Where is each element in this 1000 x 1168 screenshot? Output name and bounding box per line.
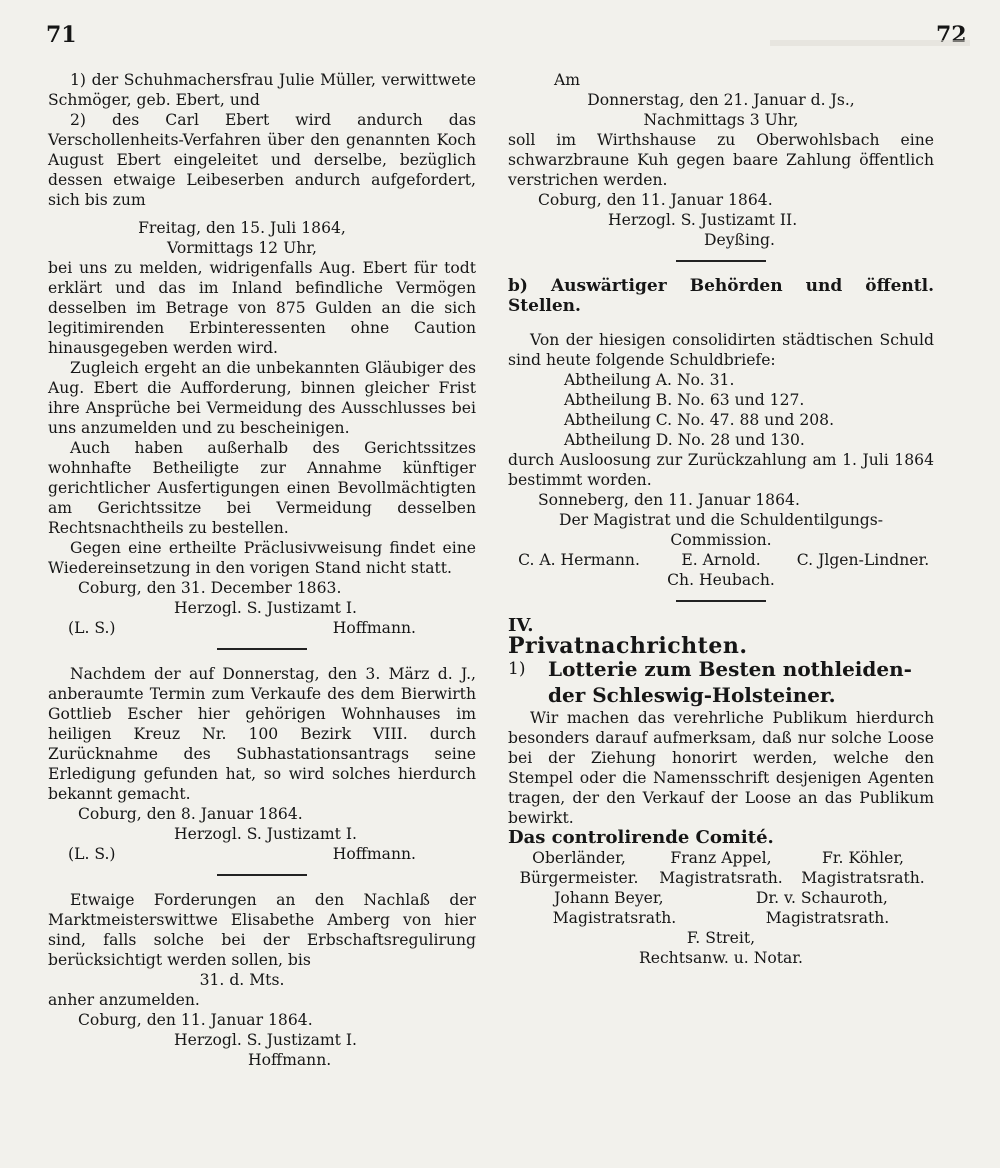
- committee-member: Fr. Köhler,: [821, 849, 905, 867]
- right-column: [508, 70, 934, 968]
- notice-e-paragraph-1: Von der hiesigen consolidirten städtischen Schuld sind heute folgende Schuldbriefe:: [508, 331, 934, 369]
- lottery-title-line-2: der Schleswig-Holsteiner.: [548, 683, 836, 707]
- section-title: Privatnachrichten.: [508, 633, 748, 659]
- notice-e-body-line-2: Commission.: [670, 531, 772, 549]
- committee-role: Magistratsrath.: [801, 869, 925, 887]
- notice-a-seal: (L. S.): [68, 619, 116, 637]
- notice-a-time: Vormittags 12 Uhr,: [167, 239, 317, 257]
- section-number: IV.: [508, 615, 534, 636]
- notice-a-paragraph-2: Zugleich ergeht an die unbekannten Gläubiger des Aug. Ebert die Aufforderung, binnen gleicher Frist ihre Ansprüche bei Vermeidung des Ausschlusses bei uns anzumelden und zu bescheinigen.: [48, 359, 476, 437]
- abtheilung-item: Abtheilung A. No. 31.: [564, 371, 735, 389]
- committee-role: Bürgermeister.: [519, 869, 639, 887]
- committee-member: Dr. v. Schauroth,: [755, 889, 888, 907]
- section-heading-b: b) Auswärtiger Behörden und öffentl. Stellen.: [508, 276, 934, 316]
- lottery-paragraph: Wir machen das verehrliche Publikum hierdurch besonders darauf aufmerksam, daß nur solche Loose bei der Ziehung honorirt werden, welche den Stempel oder die Namensschrift desjenigen Agenten tragen, der den Verkauf der Loose an das Publikum bewirkt.: [508, 709, 934, 827]
- notice-d-intro: Am: [554, 71, 581, 89]
- page-number-left: 71: [46, 22, 77, 48]
- notice-a-date: Freitag, den 15. Juli 1864,: [138, 219, 346, 237]
- notice-c-place-date: Coburg, den 11. Januar 1864.: [78, 1011, 313, 1029]
- notice-c-paragraph-2: anher anzumelden.: [48, 991, 200, 1009]
- notice-b-signature: Hoffmann.: [332, 845, 416, 863]
- committee-member: Oberländer,: [532, 849, 626, 867]
- divider: [217, 648, 307, 650]
- committee-role: Magistratsrath.: [552, 909, 677, 927]
- notice-a-office: Herzogl. S. Justizamt I.: [174, 599, 357, 617]
- notice-e-signature: Ch. Heubach.: [667, 571, 775, 589]
- notice-a-signature: Hoffmann.: [332, 619, 416, 637]
- divider: [676, 260, 766, 262]
- notice-e-signature: C. Jlgen-Lindner.: [796, 551, 930, 569]
- notice-e-place-date: Sonneberg, den 11. Januar 1864.: [538, 491, 800, 509]
- abtheilung-item: Abtheilung D. No. 28 und 130.: [564, 431, 805, 449]
- notice-a-paragraph-4: Gegen eine ertheilte Präclusivweisung findet eine Wiedereinsetzung in den vorigen Stand nicht statt.: [48, 539, 476, 577]
- divider: [676, 600, 766, 602]
- notice-c-date: 31. d. Mts.: [199, 971, 285, 989]
- notice-d-time: Nachmittags 3 Uhr,: [643, 111, 799, 129]
- committee-member: Franz Appel,: [670, 849, 772, 867]
- notice-a-item-1: 1) der Schuhmachersfrau Julie Müller, verwittwete Schmöger, geb. Ebert, und: [48, 71, 476, 109]
- abtheilung-item: Abtheilung C. No. 47. 88 und 208.: [564, 411, 835, 429]
- notice-b-paragraph: Nachdem der auf Donnerstag, den 3. März d. J., anberaumte Termin zum Verkaufe des dem Bierwirth Gottlieb Escher hier gehörigen Wohnhauses im heiligen Kreuz Nr. 100 Bezirk VIII. durch Zurücknahme des Subhastationsantrags seine Erledigung gefunden hat, so wird solches hierdurch bekannt gemacht.: [48, 665, 476, 803]
- page-number-right: 72: [936, 22, 967, 48]
- notice-a-place-date: Coburg, den 31. December 1863.: [78, 579, 342, 597]
- notice-c-signature: Hoffmann.: [248, 1051, 332, 1069]
- committee-member: F. Streit,: [686, 929, 756, 947]
- committee-member: Johann Beyer,: [554, 889, 664, 907]
- divider: [217, 874, 307, 876]
- notice-d-signature: Deyßing.: [704, 231, 775, 249]
- notice-e-signature: E. Arnold.: [681, 551, 761, 569]
- notice-a-paragraph-3: Auch haben außerhalb des Gerichtssitzes wohnhafte Betheiligte zur Annahme künftiger gerichtlicher Ausfertigungen einen Bevollmächtigten am Gerichtssitze bei Vermeidung desselben Rechtsnachtheils zu bestellen.: [48, 439, 476, 537]
- committee-role: Rechtsanw. u. Notar.: [638, 949, 803, 967]
- notice-b-seal: (L. S.): [68, 845, 116, 863]
- committee-heading: Das controlirende Comité.: [508, 827, 774, 848]
- lottery-heading: [508, 656, 934, 708]
- notice-d-date: Donnerstag, den 21. Januar d. Js.,: [587, 91, 855, 109]
- committee-role: Magistratsrath.: [659, 869, 783, 887]
- notice-a-item-2: 2) des Carl Ebert wird andurch das Verschollenheits-Verfahren über den genannten Koch August Ebert eingeleitet und derselbe, bezüglich dessen etwaige Leibeserben andurch aufgefordert, sich bis zum: [48, 111, 476, 209]
- lottery-number: 1): [508, 659, 526, 679]
- notice-c-paragraph-1: Etwaige Forderungen an den Nachlaß der Marktmeisterswittwe Elisabethe Amberg von hier sind, falls solche bei der Erbschaftsregulirung berücksichtigt werden sollen, bis: [48, 891, 476, 969]
- notice-b-office: Herzogl. S. Justizamt I.: [174, 825, 357, 843]
- committee-role: Magistratsrath.: [765, 909, 890, 927]
- notice-e-signature: C. A. Hermann.: [518, 551, 640, 569]
- notice-e-paragraph-2: durch Ausloosung zur Zurückzahlung am 1. Juli 1864 bestimmt worden.: [508, 451, 934, 489]
- notice-d-paragraph: soll im Wirthshause zu Oberwohlsbach eine schwarzbraune Kuh gegen baare Zahlung öffentlich verstrichen werden.: [508, 131, 934, 189]
- lottery-title-line-1: Lotterie zum Besten nothleiden-: [548, 657, 912, 681]
- notice-e-body-line-1: Der Magistrat und die Schuldentilgungs-: [558, 511, 884, 529]
- left-column: [48, 70, 476, 1070]
- notice-b-place-date: Coburg, den 8. Januar 1864.: [78, 805, 303, 823]
- notice-a-paragraph-1: bei uns zu melden, widrigenfalls Aug. Ebert für todt erklärt und das im Inland befindliche Vermögen desselben im Betrage von 875 Gulden an die sich legitimirenden Erbinteressenten ohne Caution hinausgegeben werden wird.: [48, 259, 476, 357]
- notice-d-place-date: Coburg, den 11. Januar 1864.: [538, 191, 773, 209]
- abtheilung-item: Abtheilung B. No. 63 und 127.: [564, 391, 805, 409]
- notice-c-office: Herzogl. S. Justizamt I.: [174, 1031, 357, 1049]
- notice-d-office: Herzogl. S. Justizamt II.: [608, 211, 798, 229]
